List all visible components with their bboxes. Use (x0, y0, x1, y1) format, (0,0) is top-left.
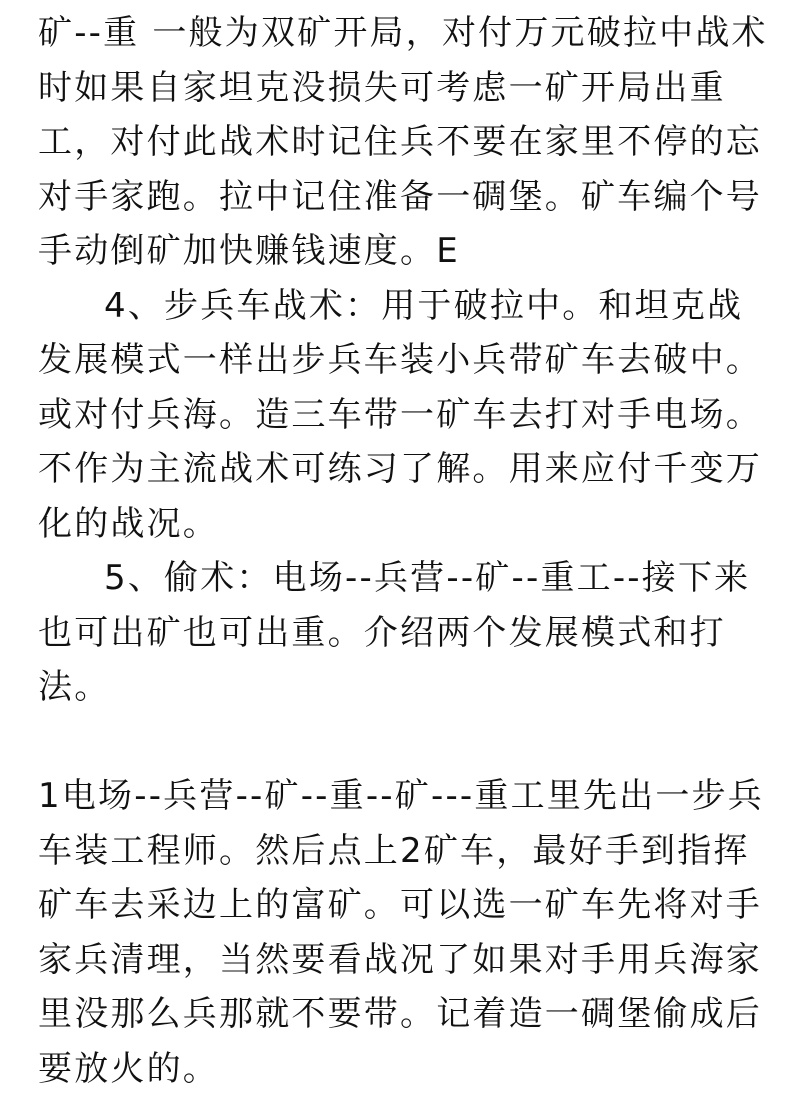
paragraph-build-order-one: 1电场--兵营--矿--重--矿---重工里先出一步兵车装工程师。然后点上2矿车，最好手到指挥矿车去采边上的富矿。可以选一矿车先将对手家兵清理，当然要看战况了如果对手用兵海家里没那么兵那就不要带。记着造一碉堡偷成后要放火的。 (38, 776, 764, 1089)
paragraph-mine-heavy-opening: 矿--重 一般为双矿开局，对付万元破拉中战术时如果自家坦克没损失可考虑一矿开局出重工，对付此战术时记住兵不要在家里不停的忘对手家跑。拉中记住准备一碉堡。矿车编个号手动倒矿加快赚钱速度。E (38, 13, 768, 271)
paragraph-infantry-vehicle-tactic: 4、步兵车战术：用于破拉中。和坦克战发展模式一样出步兵车装小兵带矿车去破中。或对付兵海。造三车带一矿车去打对手电场。不作为主流战术可练习了解。用来应付千变万化的战况。 (38, 285, 762, 544)
paragraph-sneak-tactic: 5、偷术：电场--兵营--矿--重工--接下来也可出矿也可出重。介绍两个发展模式和打法。 (38, 558, 751, 707)
blank-line (38, 715, 770, 770)
